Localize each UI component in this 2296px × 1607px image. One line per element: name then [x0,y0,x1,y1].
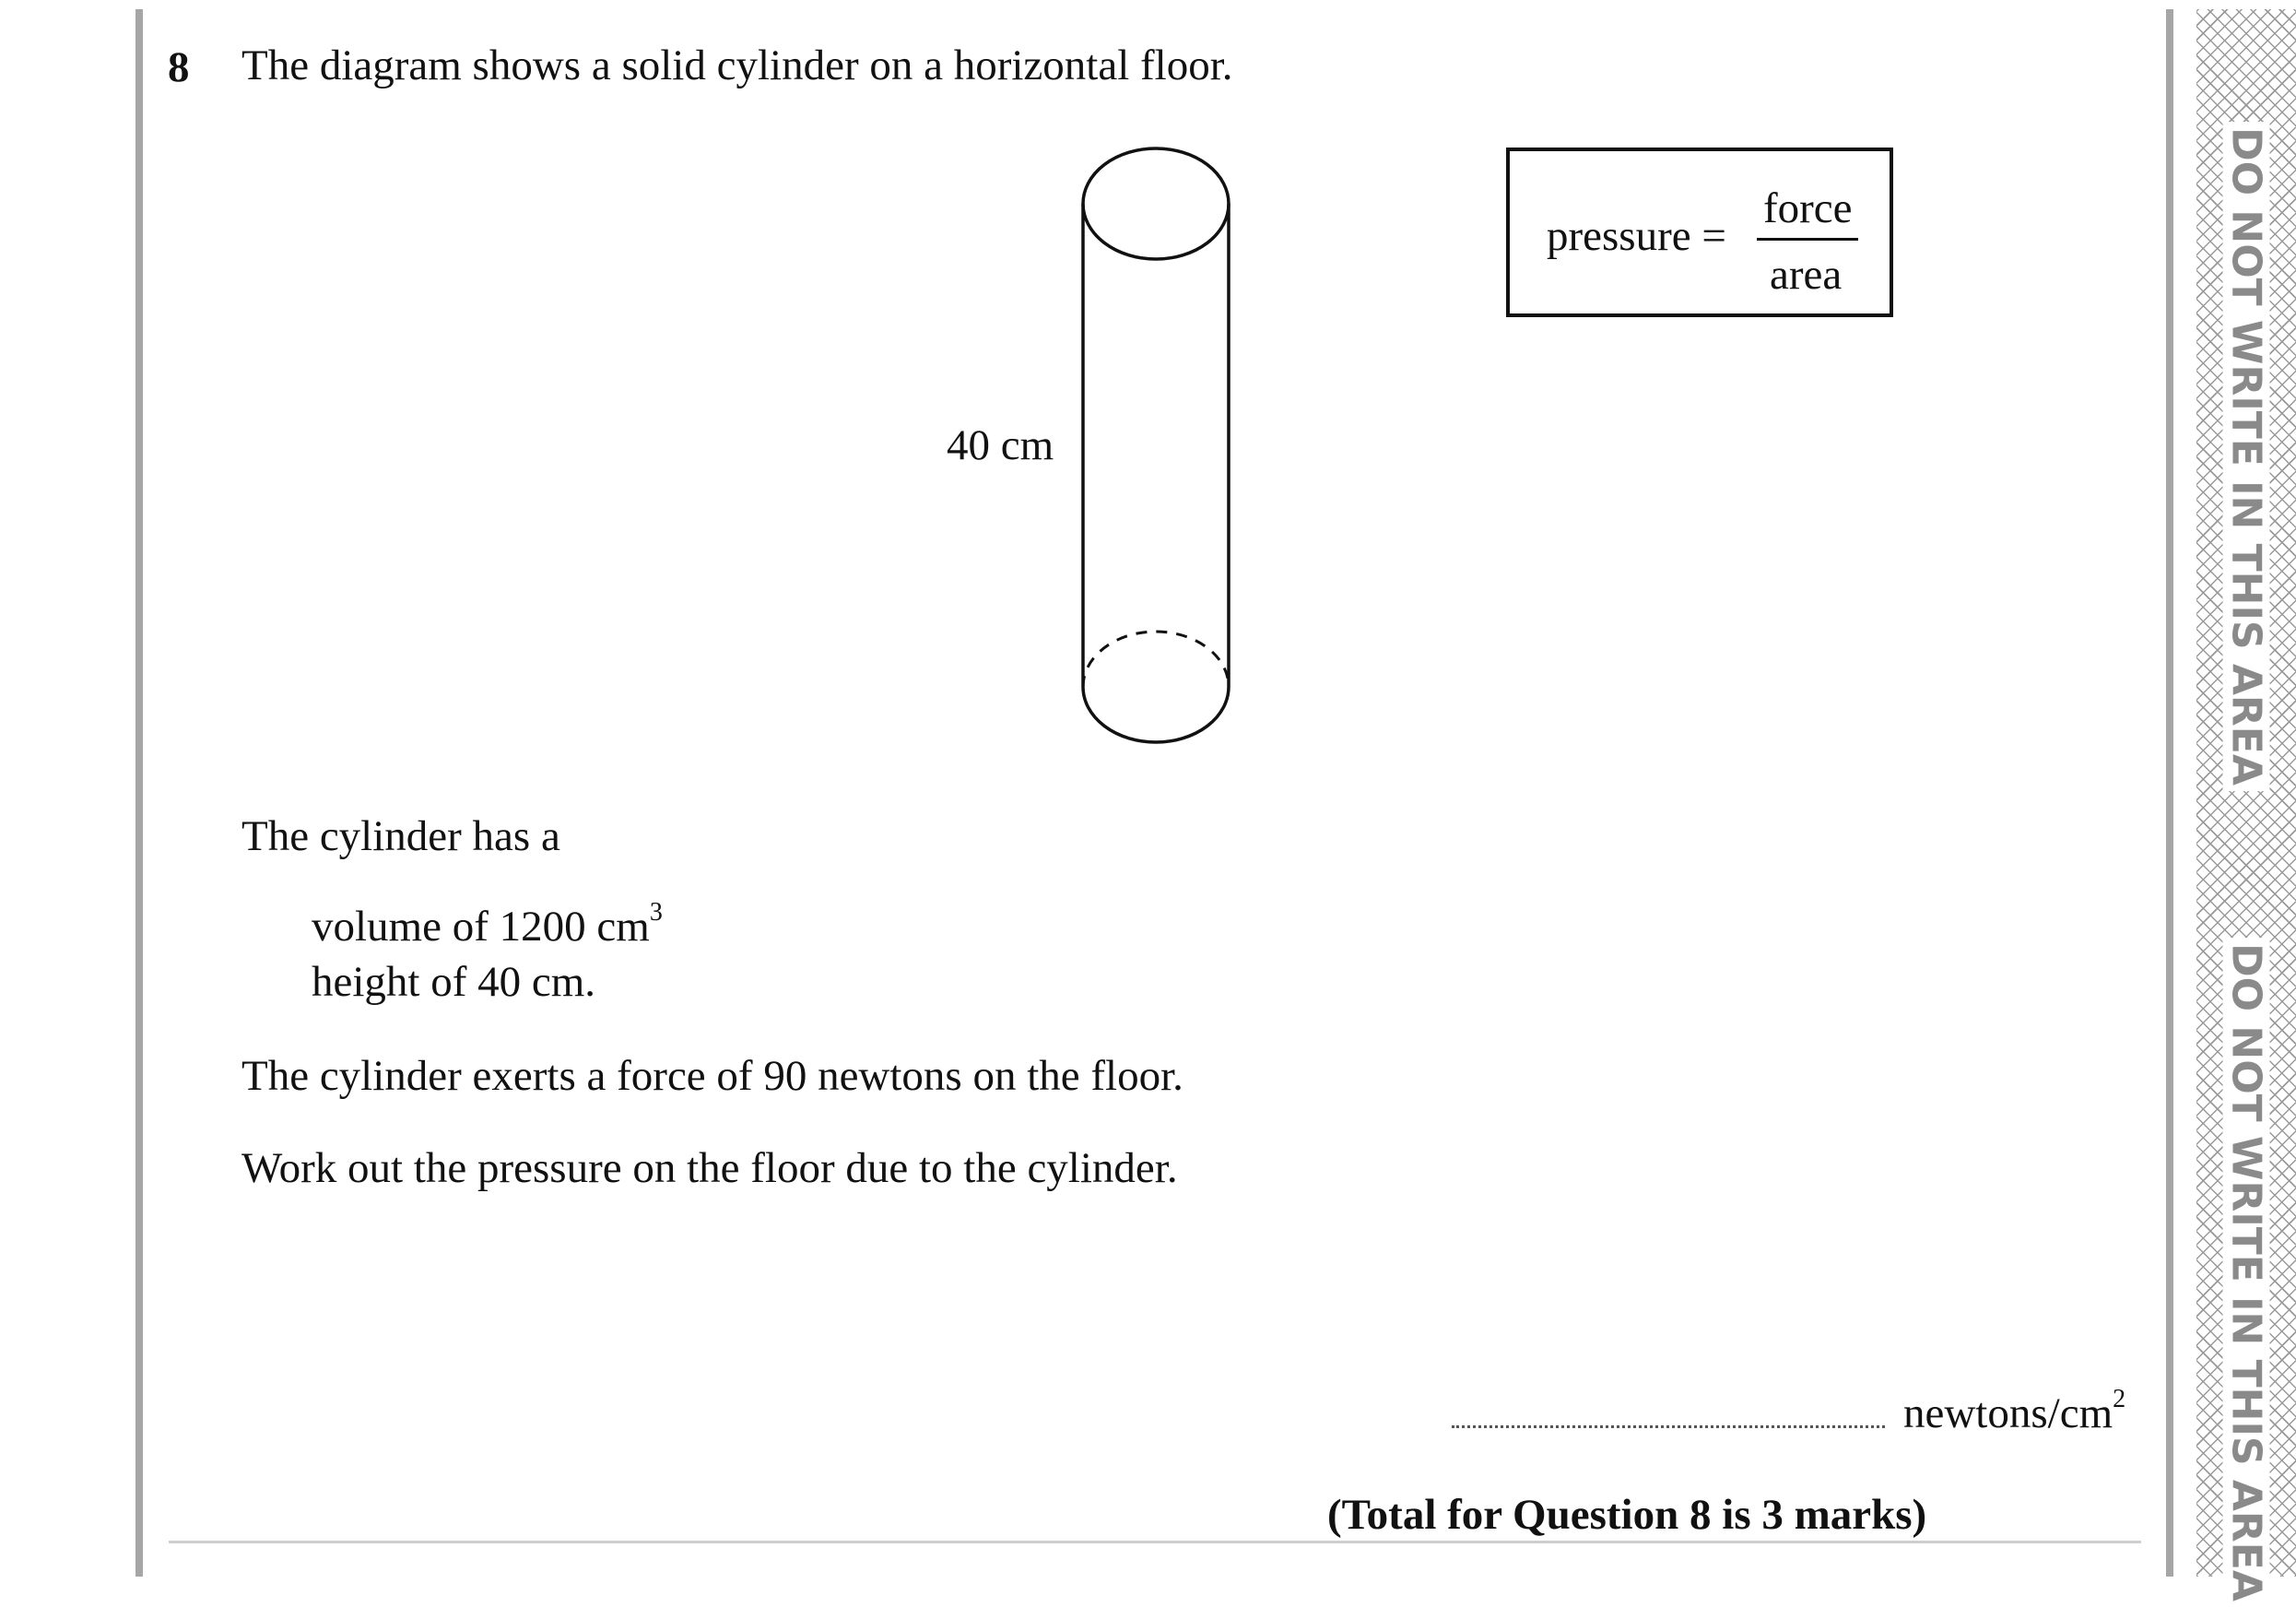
answer-unit-sup: 2 [2113,1385,2126,1413]
answer-unit [1903,1385,2126,1438]
bullet-volume-sup: 3 [649,898,663,927]
total-marks: (Total for Question 8 is 3 marks) [1327,1491,1927,1539]
cylinder-top-ellipse [1083,148,1229,259]
margin-label-upper: DO NOT WRITE IN THIS AREA [2223,122,2270,791]
bottom-rule [169,1541,2141,1543]
formula-box [1506,148,1893,317]
body-line-2: The cylinder exerts a force of 90 newtons on the floor. [241,1052,1183,1100]
body-line-1: The cylinder has a [241,812,560,860]
formula-denominator: area [1770,251,1843,299]
question-number: 8 [168,43,190,91]
formula-lhs: pressure = [1547,212,1726,260]
cylinder-bottom-front-arc [1083,687,1229,742]
height-label: 40 cm [947,421,1054,469]
bullet-height: height of 40 cm. [312,958,596,1006]
formula-numerator: force [1763,184,1853,232]
question-intro: The diagram shows a solid cylinder on a horizontal floor. [241,41,1233,89]
margin-label-lower: DO NOT WRITE IN THIS AREA [2223,938,2270,1607]
answer-line[interactable] [1452,1425,1885,1428]
bullet-volume [312,898,663,951]
answer-unit-text: newtons/cm [1903,1389,2113,1437]
bullet-volume-text: volume of 1200 cm [312,903,650,951]
fraction-bar [1757,238,1858,241]
cylinder-bottom-hidden-arc [1083,632,1229,687]
body-line-3: Work out the pressure on the floor due to the cylinder. [241,1144,1178,1192]
